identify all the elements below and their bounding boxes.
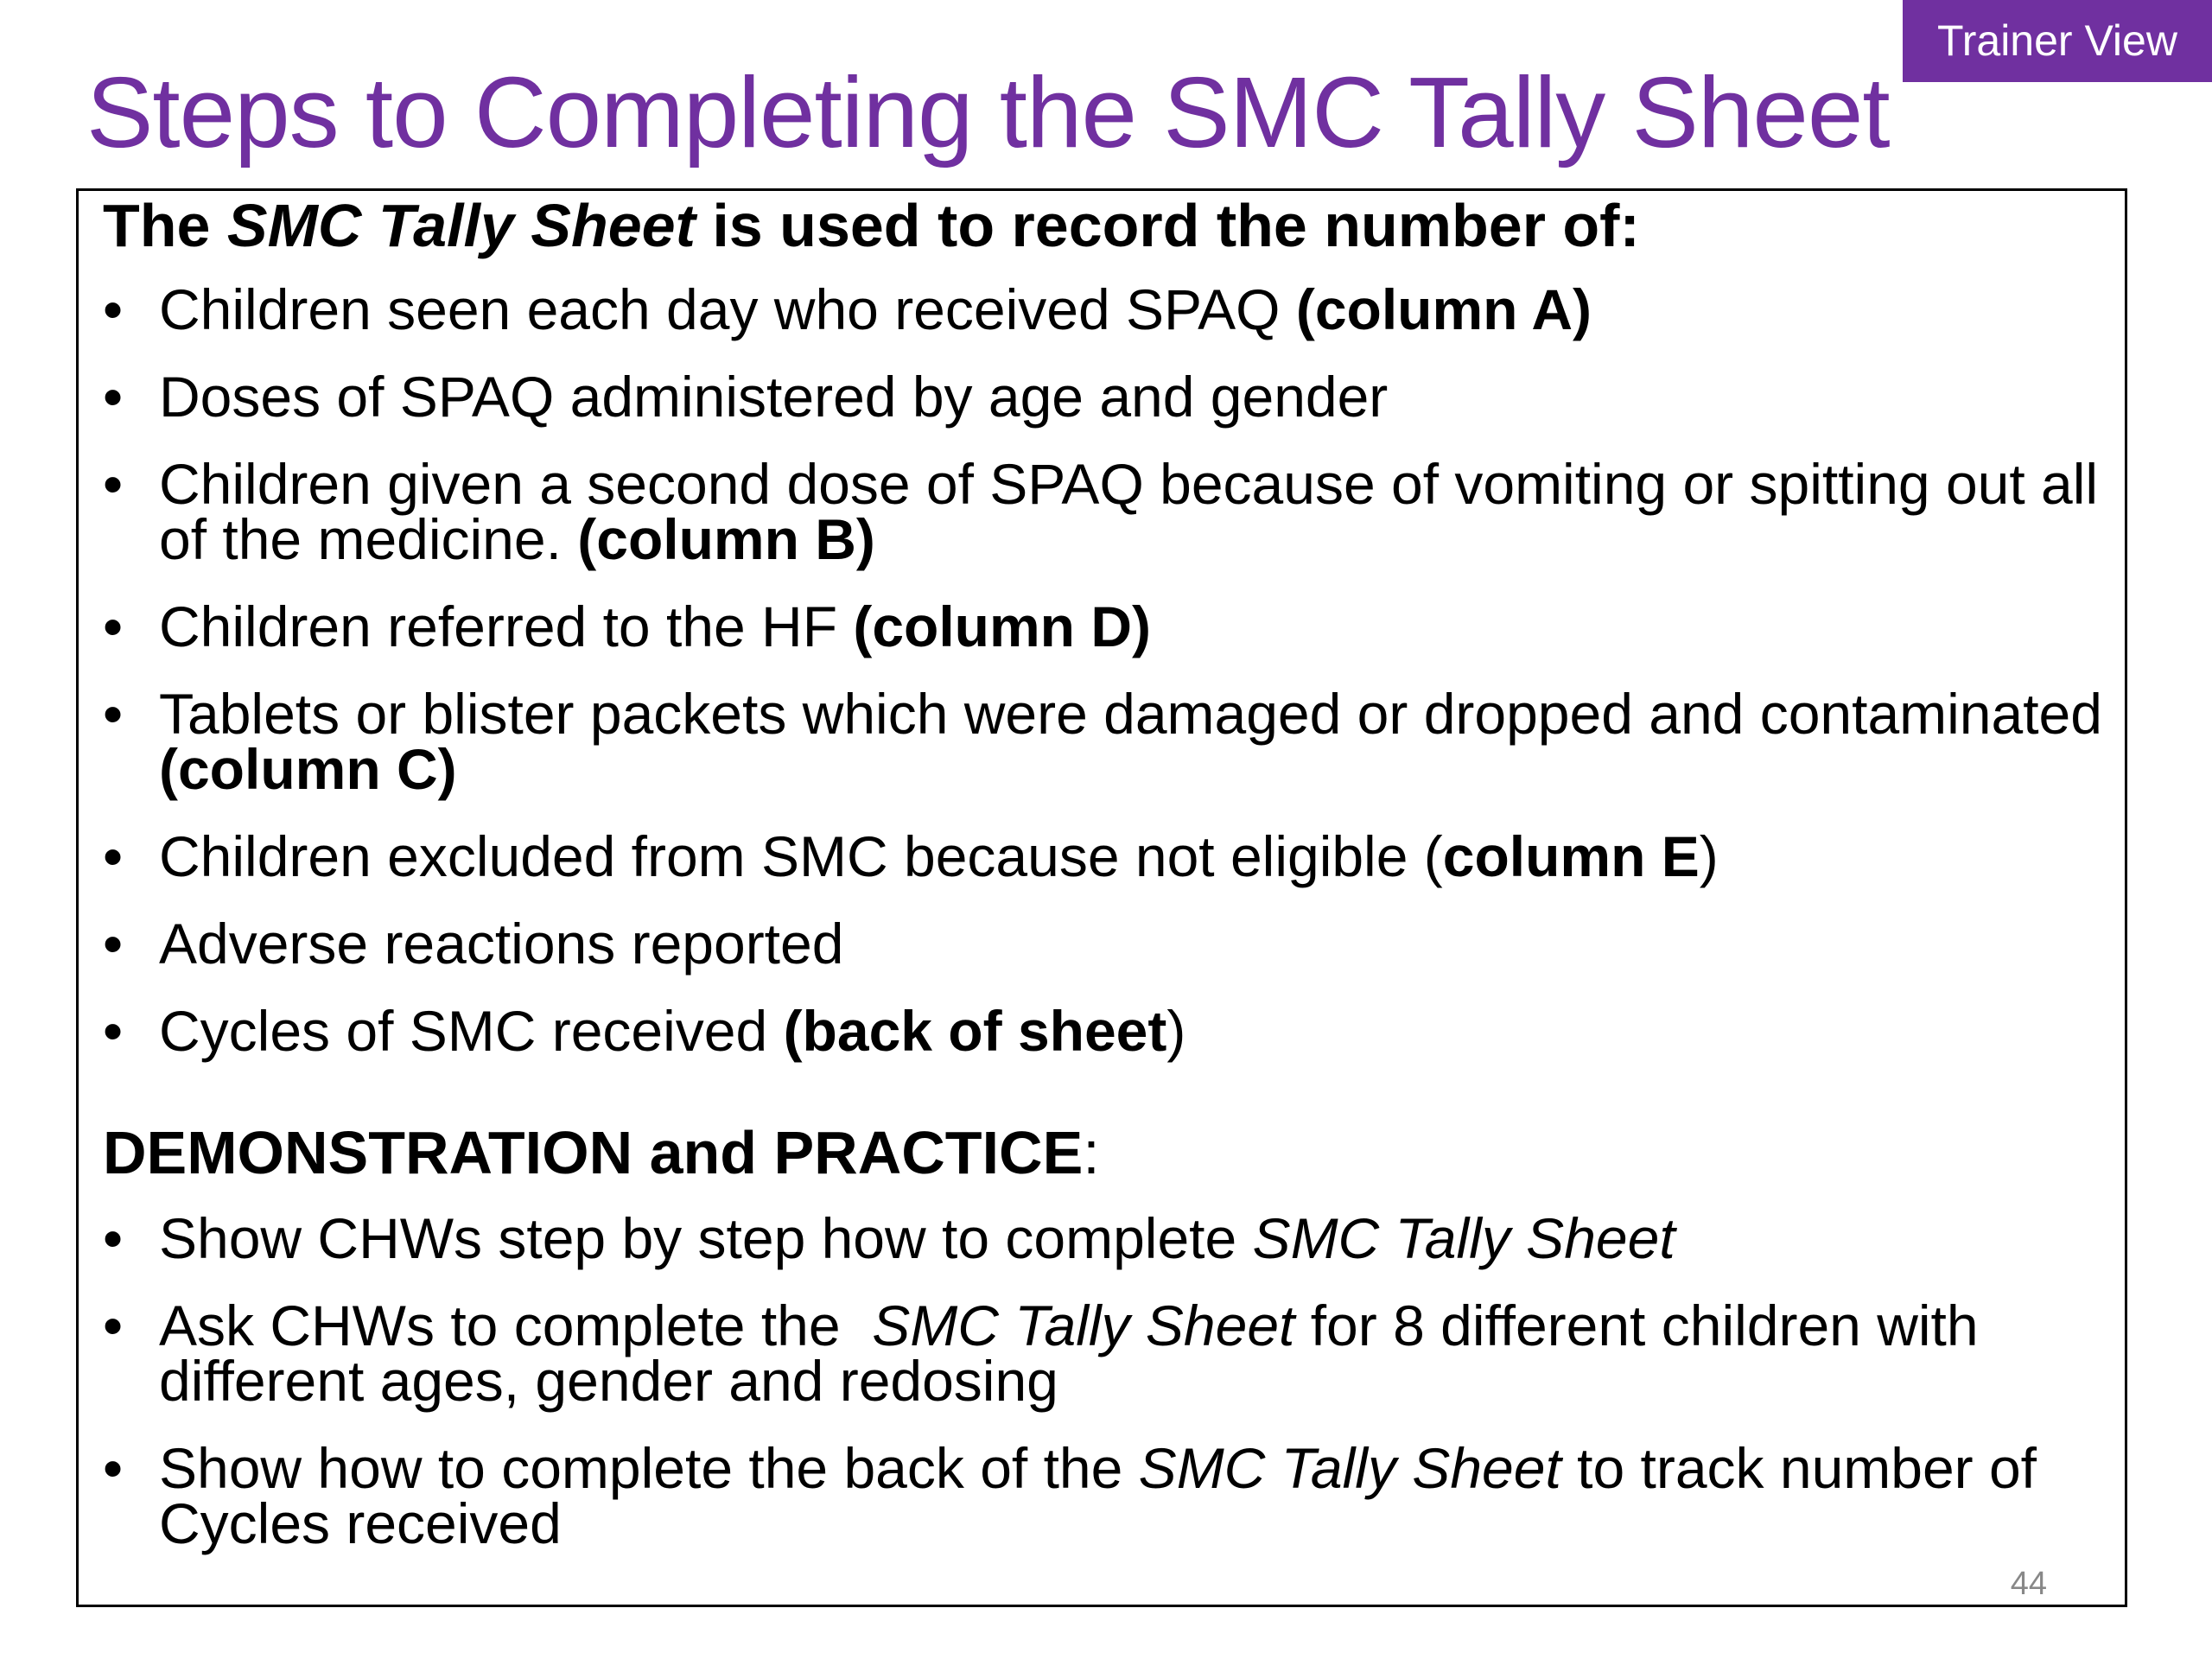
section-heading-demonstration (103, 1118, 1100, 1187)
item-text: Show CHWs step by step how to complete (159, 1206, 1253, 1270)
practice-list (103, 1206, 2107, 1583)
bullet: • (103, 1294, 124, 1357)
heading-prefix: The (103, 192, 227, 259)
bullet: • (103, 365, 124, 429)
item-text: Children referred to the HF (159, 594, 854, 658)
item-bold: (column B) (577, 507, 875, 571)
list-item (103, 452, 2107, 571)
item-text: Ask CHWs to complete the (159, 1294, 873, 1357)
item-italic: SMC Tally Sheet (1252, 1206, 1675, 1270)
bullet: • (103, 1436, 124, 1500)
bullet: • (103, 824, 124, 888)
record-list (103, 277, 2107, 1090)
item-text: Doses of SPAQ administered by age and gender (159, 365, 1389, 429)
item-bold: (column A) (1295, 277, 1592, 341)
list-item (103, 1294, 2107, 1413)
list-item (103, 1206, 2107, 1270)
item-text: Children given a second dose of SPAQ because of vomiting or spitting out all of the medicine. (159, 452, 2099, 571)
item-bold: (back of sheet (783, 999, 1167, 1063)
bullet: • (103, 594, 124, 658)
list-item (103, 824, 2107, 888)
list-item (103, 1436, 2107, 1555)
item-after: ) (1699, 824, 1719, 888)
page-number: 44 (2010, 1566, 2047, 1602)
list-item (103, 912, 2107, 976)
item-after: ) (1166, 999, 1186, 1063)
heading-bold: DEMONSTRATION and PRACTICE (103, 1119, 1084, 1186)
item-after: for 8 different children with different ages, gender and redosing (159, 1294, 2011, 1413)
item-text: Show how to complete the back of the (159, 1436, 1139, 1500)
content-box (76, 188, 2127, 1607)
item-after: to track number of Cycles received (159, 1436, 2037, 1555)
list-item (103, 277, 2107, 341)
bullet: • (103, 1206, 124, 1270)
bullet: • (103, 452, 124, 516)
item-text: Children excluded from SMC because not eligible ( (159, 824, 1443, 888)
bullet: • (103, 912, 124, 976)
item-bold: (column D) (853, 594, 1151, 658)
item-bold: column E (1442, 824, 1700, 888)
item-text: Cycles of SMC received (159, 999, 784, 1063)
item-italic: SMC Tally Sheet (1138, 1436, 1561, 1500)
heading-emphasis: SMC Tally Sheet (226, 192, 696, 259)
bullet: • (103, 682, 124, 746)
item-bold: (column C) (159, 737, 457, 801)
list-item (103, 594, 2107, 658)
item-italic: SMC Tally Sheet (872, 1294, 1295, 1357)
heading-suffix: is used to record the number of: (695, 192, 1640, 259)
bullet: • (103, 999, 124, 1063)
list-item (103, 365, 2107, 429)
bullet: • (103, 277, 124, 341)
trainer-view-badge: Trainer View (1903, 0, 2212, 82)
list-item (103, 999, 2107, 1063)
item-text: Children seen each day who received SPAQ (159, 277, 1296, 341)
item-text: Tablets or blister packets which were damaged or dropped and contaminated (159, 682, 2102, 746)
heading-suffix: : (1083, 1119, 1100, 1186)
item-text: Adverse reactions reported (159, 912, 844, 976)
list-item (103, 682, 2107, 801)
section-heading-record (103, 191, 1640, 260)
slide-title: Steps to Completing the SMC Tally Sheet (86, 56, 1890, 168)
